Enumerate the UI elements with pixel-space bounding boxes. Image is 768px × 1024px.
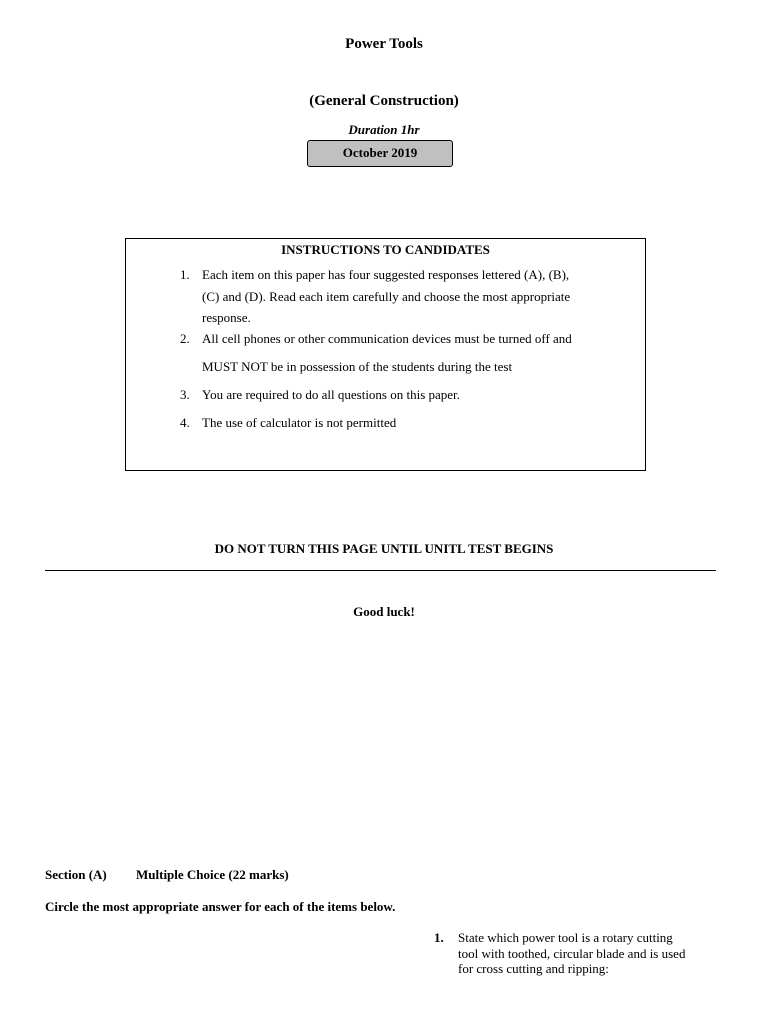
- instruction-3-line-1: You are required to do all questions on this paper.: [202, 387, 460, 402]
- question-1-line-3: for cross cutting and ripping:: [458, 961, 609, 976]
- instruction-3-number: 3.: [180, 387, 190, 402]
- exam-date-box: October 2019: [307, 140, 453, 167]
- instruction-1-line-2: (C) and (D). Read each item carefully and choose the most appropriate: [202, 289, 571, 304]
- instruction-1-line-3: response.: [202, 310, 251, 325]
- instruction-4-line-1: The use of calculator is not permitted: [202, 415, 397, 430]
- instructions-box: [125, 238, 646, 471]
- section-instruction: Circle the most appropriate answer for each of the items below.: [45, 899, 396, 914]
- instruction-2-number: 2.: [180, 331, 190, 346]
- instruction-1-number: 1.: [180, 267, 190, 282]
- instruction-4-number: 4.: [180, 415, 190, 430]
- page-subtitle: (General Construction): [309, 93, 459, 109]
- question-1-line-1: State which power tool is a rotary cutting: [458, 930, 673, 945]
- page-title: Power Tools: [345, 36, 423, 52]
- divider-line: [45, 570, 716, 571]
- instruction-2-line-2: MUST NOT be in possession of the students during the test: [202, 359, 513, 374]
- question-1-number: 1.: [434, 930, 444, 945]
- do-not-turn-warning: DO NOT TURN THIS PAGE UNTIL UNITL TEST BEGINS: [214, 541, 554, 556]
- exam-duration: Duration 1hr: [348, 122, 420, 137]
- good-luck-text: Good luck!: [353, 604, 415, 619]
- section-title: Multiple Choice (22 marks): [136, 867, 289, 882]
- section-label: Section (A): [45, 867, 107, 882]
- instructions-heading: INSTRUCTIONS TO CANDIDATES: [281, 242, 490, 257]
- instruction-2-line-1: All cell phones or other communication devices must be turned off and: [202, 331, 572, 346]
- instruction-1-line-1: Each item on this paper has four suggested responses lettered (A), (B),: [202, 267, 570, 282]
- question-1-line-2: tool with toothed, circular blade and is used: [458, 946, 686, 961]
